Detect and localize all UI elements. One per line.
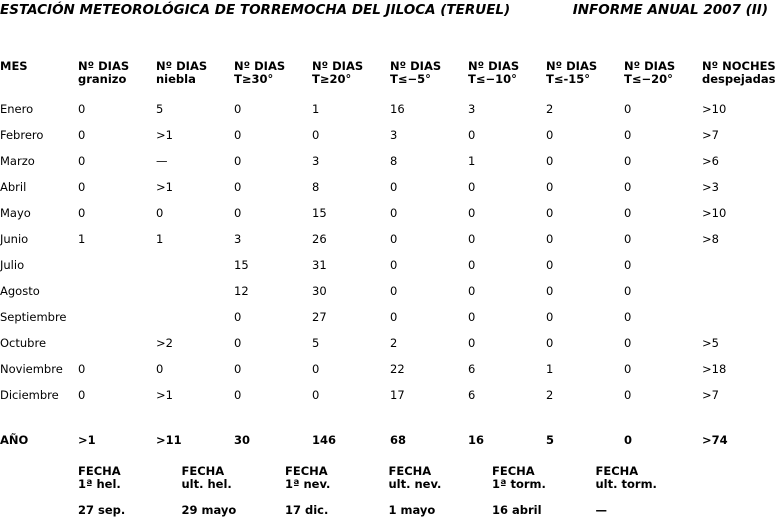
- value-cell: [702, 304, 780, 330]
- value-cell: 0: [624, 284, 632, 298]
- column-header: [312, 60, 390, 96]
- table-row: [0, 200, 780, 226]
- value-cell: 0: [624, 232, 632, 246]
- value-cell: 3: [390, 128, 398, 142]
- date-heading-line1: FECHA: [181, 464, 225, 478]
- event-dates: [78, 465, 699, 517]
- date-value: 27 sep.: [78, 503, 126, 517]
- value-cell: [156, 252, 234, 278]
- value-cell: 0: [234, 388, 242, 402]
- value-cell: >1: [156, 180, 173, 194]
- value-cell: 0: [546, 180, 554, 194]
- value-cell: 1: [468, 154, 476, 168]
- table-row: [0, 382, 780, 408]
- month-cell: Octubre: [0, 336, 47, 350]
- value-cell: 0: [390, 180, 398, 194]
- column-header: [468, 60, 546, 96]
- column-header: [234, 60, 312, 96]
- value-cell: 2: [390, 336, 398, 350]
- month-cell: Abril: [0, 180, 27, 194]
- totals-cell: 146: [312, 432, 337, 447]
- date-block: [182, 465, 286, 517]
- date-heading-line2: 1ª hel.: [78, 477, 121, 491]
- date-heading: [492, 465, 596, 503]
- value-cell: 0: [546, 154, 554, 168]
- totals-cell: 16: [468, 432, 485, 447]
- date-heading: [285, 465, 389, 503]
- column-header-line2: niebla: [156, 72, 196, 86]
- date-heading: [182, 465, 286, 503]
- value-cell: 0: [312, 362, 320, 376]
- value-cell: 0: [234, 336, 242, 350]
- column-header-line1: Nº DIAS: [624, 59, 676, 73]
- date-heading: [596, 465, 700, 503]
- column-header-line2: T≤−10°: [468, 72, 517, 86]
- column-header-line1: Nº DIAS: [546, 59, 598, 73]
- table-body: [0, 96, 780, 453]
- date-block: [596, 465, 700, 517]
- value-cell: 15: [312, 206, 327, 220]
- value-cell: [78, 278, 156, 304]
- date-heading-line2: 1ª torm.: [492, 477, 546, 491]
- value-cell: 0: [546, 206, 554, 220]
- value-cell: 1: [312, 102, 320, 116]
- value-cell: 5: [156, 102, 164, 116]
- date-heading-line1: FECHA: [78, 464, 121, 478]
- value-cell: 0: [78, 128, 86, 142]
- value-cell: >1: [156, 388, 173, 402]
- value-cell: 16: [390, 102, 405, 116]
- column-header: [390, 60, 468, 96]
- value-cell: 0: [624, 388, 632, 402]
- table-row: [0, 330, 780, 356]
- date-heading: [389, 465, 493, 503]
- table-row: [0, 252, 780, 278]
- value-cell: 0: [78, 154, 86, 168]
- date-value: 1 mayo: [388, 503, 436, 517]
- table-row: [0, 96, 780, 122]
- value-cell: 30: [312, 284, 327, 298]
- value-cell: 0: [156, 362, 164, 376]
- value-cell: 6: [468, 362, 476, 376]
- value-cell: [702, 252, 780, 278]
- column-header-line1: Nº DIAS: [468, 59, 520, 73]
- month-cell: Agosto: [0, 284, 40, 298]
- value-cell: 0: [468, 180, 476, 194]
- value-cell: 0: [234, 362, 242, 376]
- value-cell: 26: [312, 232, 327, 246]
- value-cell: 0: [156, 206, 164, 220]
- value-cell: 0: [624, 258, 632, 272]
- column-header-line1: Nº DIAS: [390, 59, 442, 73]
- date-heading-line1: FECHA: [285, 464, 328, 478]
- totals-label: AÑO: [0, 432, 29, 447]
- date-heading-line2: 1ª nev.: [285, 477, 331, 491]
- column-header-line2: T≤−20°: [624, 72, 673, 86]
- totals-cell: >1: [78, 432, 96, 447]
- date-value: 17 dic.: [285, 503, 329, 517]
- value-cell: 0: [624, 310, 632, 324]
- month-cell: Septiembre: [0, 310, 67, 324]
- value-cell: 0: [390, 310, 398, 324]
- value-cell: 1: [156, 232, 164, 246]
- column-header-line1: Nº DIAS: [312, 59, 364, 73]
- value-cell: 0: [468, 128, 476, 142]
- column-header-line1: MES: [0, 59, 28, 73]
- value-cell: 0: [234, 102, 242, 116]
- month-cell: Enero: [0, 102, 34, 116]
- table-row: [0, 174, 780, 200]
- value-cell: 0: [234, 180, 242, 194]
- table-row: [0, 122, 780, 148]
- month-cell: Noviembre: [0, 362, 63, 376]
- value-cell: 0: [546, 336, 554, 350]
- value-cell: 0: [624, 206, 632, 220]
- value-cell: 0: [624, 154, 632, 168]
- value-cell: >8: [702, 232, 719, 246]
- column-header-line1: Nº NOCHES: [702, 59, 776, 73]
- date-value: 29 mayo: [181, 503, 237, 517]
- value-cell: 0: [468, 336, 476, 350]
- date-heading: [78, 465, 182, 503]
- table-row: [0, 148, 780, 174]
- value-cell: 12: [234, 284, 249, 298]
- value-cell: 17: [390, 388, 405, 402]
- value-cell: 0: [546, 258, 554, 272]
- value-cell: 3: [234, 232, 242, 246]
- date-heading-line2: ult. torm.: [595, 477, 657, 491]
- value-cell: [702, 278, 780, 304]
- value-cell: 0: [390, 206, 398, 220]
- value-cell: 0: [546, 310, 554, 324]
- report-subtitle: INFORME ANUAL 2007 (II): [572, 2, 768, 18]
- value-cell: 3: [468, 102, 476, 116]
- value-cell: 0: [468, 232, 476, 246]
- column-header-line1: Nº DIAS: [234, 59, 286, 73]
- value-cell: 15: [234, 258, 249, 272]
- month-cell: Julio: [0, 258, 25, 272]
- column-header: [156, 60, 234, 96]
- value-cell: [78, 252, 156, 278]
- value-cell: 0: [468, 310, 476, 324]
- date-heading-line1: FECHA: [595, 464, 639, 478]
- month-cell: Febrero: [0, 128, 44, 142]
- month-cell: Diciembre: [0, 388, 59, 402]
- column-header-line2: granizo: [78, 72, 127, 86]
- value-cell: 0: [312, 128, 320, 142]
- value-cell: 2: [546, 102, 554, 116]
- value-cell: 0: [78, 180, 86, 194]
- month-cell: Junio: [0, 232, 29, 246]
- value-cell: 1: [78, 232, 86, 246]
- value-cell: 0: [390, 284, 398, 298]
- month-cell: Mayo: [0, 206, 31, 220]
- table-row: [0, 226, 780, 252]
- value-cell: 0: [390, 258, 398, 272]
- column-header: [702, 60, 780, 96]
- value-cell: 3: [312, 154, 320, 168]
- value-cell: [78, 304, 156, 330]
- value-cell: 22: [390, 362, 405, 376]
- value-cell: 0: [546, 128, 554, 142]
- value-cell: 0: [624, 362, 632, 376]
- value-cell: >3: [702, 180, 719, 194]
- value-cell: 0: [78, 362, 86, 376]
- date-heading-line1: FECHA: [388, 464, 432, 478]
- column-header-line2: despejadas: [702, 72, 776, 86]
- value-cell: 2: [546, 388, 554, 402]
- value-cell: >5: [702, 336, 719, 350]
- value-cell: 0: [624, 128, 632, 142]
- date-block: [389, 465, 493, 517]
- value-cell: 0: [78, 102, 86, 116]
- value-cell: >10: [702, 206, 727, 220]
- date-heading-line2: ult. nev.: [388, 477, 442, 491]
- date-value: —: [595, 503, 607, 517]
- value-cell: 27: [312, 310, 327, 324]
- value-cell: [156, 278, 234, 304]
- value-cell: 5: [312, 336, 320, 350]
- value-cell: [78, 330, 156, 356]
- value-cell: >2: [156, 336, 173, 350]
- value-cell: 0: [468, 206, 476, 220]
- column-header-line2: T≥30°: [234, 72, 274, 86]
- date-block: [78, 465, 182, 517]
- value-cell: 0: [624, 102, 632, 116]
- value-cell: >10: [702, 102, 727, 116]
- table-row: [0, 304, 780, 330]
- date-heading-line1: FECHA: [492, 464, 535, 478]
- spacer-cell: [0, 408, 780, 426]
- value-cell: 0: [312, 388, 320, 402]
- column-header-line2: T≤−5°: [390, 72, 431, 86]
- totals-row: [0, 426, 780, 453]
- value-cell: >7: [702, 128, 719, 142]
- value-cell: 0: [234, 128, 242, 142]
- value-cell: 0: [234, 310, 242, 324]
- value-cell: 0: [624, 180, 632, 194]
- value-cell: 0: [234, 154, 242, 168]
- totals-cell: 0: [624, 432, 633, 447]
- value-cell: >7: [702, 388, 719, 402]
- value-cell: 0: [78, 206, 86, 220]
- value-cell: 0: [468, 258, 476, 272]
- column-header-line2: T≤-15°: [546, 72, 591, 86]
- monthly-stats-table: [0, 60, 780, 453]
- totals-cell: >74: [702, 432, 728, 447]
- date-block: [285, 465, 389, 517]
- value-cell: >1: [156, 128, 173, 142]
- column-header-line1: Nº DIAS: [156, 59, 208, 73]
- column-header-line2: T≥20°: [312, 72, 352, 86]
- value-cell: 8: [312, 180, 320, 194]
- value-cell: >18: [702, 362, 727, 376]
- table-row: [0, 356, 780, 382]
- column-header: [0, 60, 78, 96]
- value-cell: 0: [546, 232, 554, 246]
- value-cell: 0: [390, 232, 398, 246]
- value-cell: 8: [390, 154, 398, 168]
- totals-cell: 68: [390, 432, 407, 447]
- value-cell: 31: [312, 258, 327, 272]
- value-cell: 0: [624, 336, 632, 350]
- report-title: ESTACIÓN METEOROLÓGICA DE TORREMOCHA DEL JILOCA (TERUEL): [0, 2, 511, 18]
- month-cell: Marzo: [0, 154, 35, 168]
- value-cell: 0: [78, 388, 86, 402]
- value-cell: 0: [546, 284, 554, 298]
- column-header: [78, 60, 156, 96]
- totals-cell: >11: [156, 432, 182, 447]
- column-header: [546, 60, 624, 96]
- column-header: [624, 60, 702, 96]
- spacer-row: [0, 408, 780, 426]
- value-cell: 6: [468, 388, 476, 402]
- value-cell: 0: [234, 206, 242, 220]
- table-row: [0, 278, 780, 304]
- value-cell: 1: [546, 362, 554, 376]
- value-cell: 0: [468, 284, 476, 298]
- date-heading-line2: ult. hel.: [181, 477, 232, 491]
- totals-cell: 5: [546, 432, 555, 447]
- totals-cell: 30: [234, 432, 251, 447]
- value-cell: >6: [702, 154, 719, 168]
- value-cell: [156, 304, 234, 330]
- column-header-line1: Nº DIAS: [78, 59, 130, 73]
- date-block: [492, 465, 596, 517]
- value-cell: —: [156, 154, 168, 168]
- date-value: 16 abril: [492, 503, 542, 517]
- table-header-row: [0, 60, 780, 96]
